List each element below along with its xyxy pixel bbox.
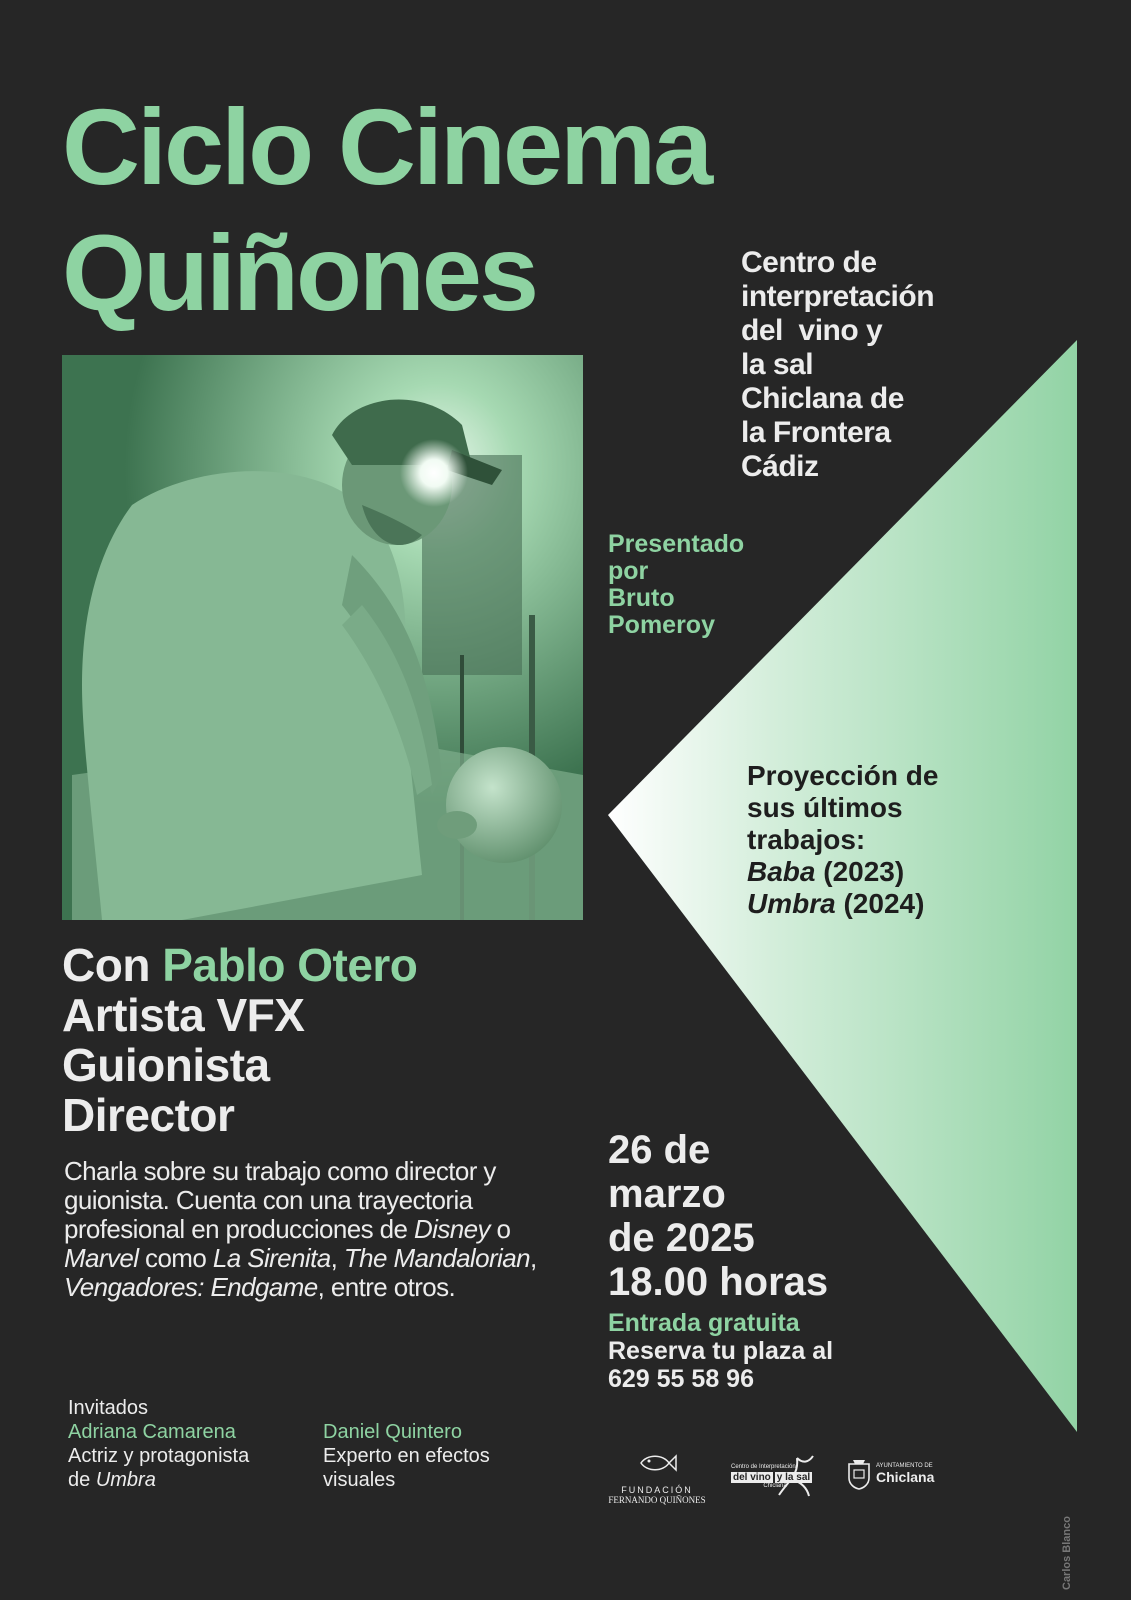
projection-line: trabajos: (747, 824, 866, 855)
desc-film: The Mandalorian (343, 1243, 530, 1273)
guest-1-role: Actriz y protagonista (68, 1445, 250, 1467)
film-year: (2024) (843, 888, 925, 919)
ayuntamiento-logo (846, 1458, 950, 1490)
author-credit-wrap (1061, 1440, 1081, 1590)
desc-text: , (330, 1243, 344, 1273)
reserve-text: Reserva tu plaza al (608, 1337, 834, 1365)
venue-line: interpretación (741, 280, 935, 313)
date-line: 26 de (608, 1128, 711, 1172)
invited-guest-2 (323, 1420, 490, 1492)
entry-info (608, 1309, 833, 1393)
venue-block (741, 246, 934, 484)
desc-text: Charla sobre su trabajo como director y guionista. Cuenta con una trayectoria profesional en producciones de (64, 1156, 496, 1244)
date-line: de 2025 (608, 1216, 755, 1260)
desc-film: Vengadores: Endgame (64, 1272, 318, 1302)
author-credit: Carlos Blanco (1061, 1516, 1073, 1590)
director-photo (62, 355, 583, 920)
event-date (608, 1128, 828, 1304)
projection-block (747, 760, 938, 920)
centro-main-2: y la sal (776, 1472, 811, 1483)
date-line: marzo (608, 1172, 726, 1216)
presented-line: Presentado (608, 530, 745, 558)
photo-illustration (62, 355, 583, 920)
guest-1-role (68, 1468, 249, 1492)
presented-line: Bruto (608, 584, 675, 612)
desc-text: , (529, 1243, 537, 1273)
projection-line: Proyección de (747, 760, 939, 791)
free-entry: Entrada gratuita (608, 1309, 800, 1337)
ayuntamiento-top: AYUNTAMIENTO DE (876, 1463, 933, 1469)
ayuntamiento-main: Chiclana (876, 1469, 935, 1485)
presented-line: Pomeroy (608, 611, 715, 639)
film-title: Baba (747, 856, 816, 887)
guest-1-name: Adriana Camarena (68, 1421, 236, 1443)
fundacion-line-2: FERNANDO QUIÑONES (608, 1495, 706, 1505)
venue-line: la Frontera (741, 416, 891, 449)
film-title: Umbra (747, 888, 836, 919)
film-entry (747, 888, 938, 920)
venue-line: Cádiz (741, 450, 819, 483)
centro-main-1: del vino (733, 1472, 771, 1483)
centro-top: Centro de Interpretación (731, 1464, 796, 1470)
talk-description (64, 1157, 554, 1302)
guest-2-role: visuales (323, 1469, 396, 1491)
presented-line: por (608, 557, 649, 585)
ayuntamiento-text (876, 1463, 934, 1485)
centro-bottom: Chiclana (763, 1483, 787, 1489)
centro-main (731, 1472, 819, 1483)
guest-2-role: Experto en efectos (323, 1445, 490, 1467)
poster-title (62, 84, 710, 336)
desc-text: , entre otros. (317, 1272, 456, 1302)
guest-2-name: Daniel Quintero (323, 1421, 462, 1443)
guest-credits (62, 940, 417, 1140)
coat-of-arms-icon (846, 1458, 872, 1490)
film-entry (747, 856, 938, 888)
fish-icon (637, 1452, 677, 1474)
presented-by (608, 531, 744, 639)
centro-vino-sal-logo (731, 1450, 819, 1489)
credit-prefix: Con (62, 939, 150, 991)
desc-text: como (138, 1243, 213, 1273)
guests-heading: Invitados (68, 1397, 149, 1419)
guest-role: Guionista (62, 1039, 270, 1091)
title-line-1: Ciclo Cinema (62, 86, 711, 207)
date-line: 18.00 horas (608, 1260, 829, 1304)
desc-brand: Marvel (64, 1243, 139, 1273)
guest-name: Pablo Otero (162, 939, 418, 991)
invited-guests (68, 1396, 249, 1492)
desc-brand: Disney (413, 1214, 490, 1244)
fundacion-line-1: FUNDACIÓN (621, 1485, 693, 1495)
phone-number: 629 55 58 96 (608, 1365, 754, 1393)
guest-role: Director (62, 1089, 235, 1141)
projection-line: sus últimos (747, 792, 903, 823)
desc-film: La Sirenita (212, 1243, 331, 1273)
title-line-2: Quiñones (62, 212, 537, 333)
fundacion-logo (604, 1452, 710, 1505)
guest-name-line (62, 940, 417, 990)
venue-line: del vino y (741, 314, 883, 347)
film-year: (2023) (823, 856, 905, 887)
guest-1-film: Umbra (95, 1469, 156, 1491)
guest-role: Artista VFX (62, 989, 305, 1041)
desc-text: o (489, 1214, 511, 1244)
venue-line: la sal (741, 348, 814, 381)
venue-line: Centro de (741, 246, 877, 279)
venue-line: Chiclana de (741, 382, 904, 415)
guest-1-role-prefix: de (68, 1469, 96, 1491)
